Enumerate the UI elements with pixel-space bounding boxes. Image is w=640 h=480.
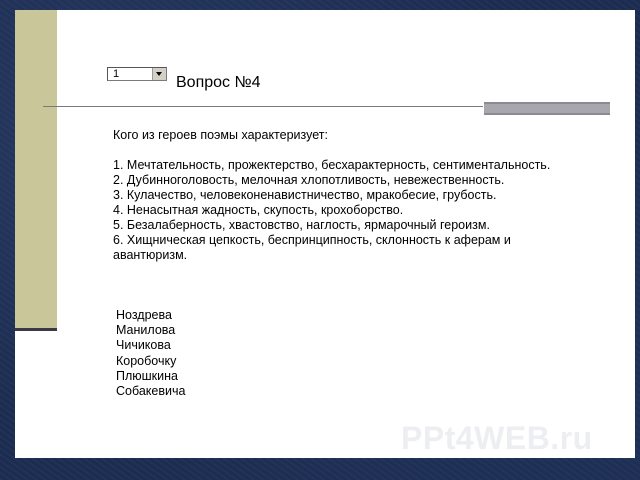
answer-options bbox=[116, 308, 185, 399]
list-item: 2. Дубинноголовость, мелочная хлопотливость, невежественность. bbox=[113, 173, 505, 187]
answer-option: Ноздрева bbox=[116, 308, 172, 322]
watermark: PPt4WEB.ru bbox=[401, 420, 593, 456]
question-prompt: Кого из героев поэмы характеризует: bbox=[113, 128, 328, 142]
list-item: 1. Мечтательность, прожектерство, бесхарактерность, сентиментальность. bbox=[113, 158, 551, 172]
title-accent-bar bbox=[484, 102, 610, 115]
traits-list bbox=[113, 158, 553, 263]
list-item: 6. Хищническая цепкость, беспринципность, склонность к аферам и авантюризм. bbox=[113, 233, 511, 262]
title-divider bbox=[43, 106, 483, 107]
sidebar-accent bbox=[15, 10, 57, 328]
answer-option: Плюшкина bbox=[116, 368, 178, 383]
answer-option: Чичикова bbox=[116, 338, 171, 353]
question-number-combobox[interactable] bbox=[107, 67, 167, 81]
answer-option: Манилова bbox=[116, 323, 176, 338]
slide-title: Вопрос №4 bbox=[176, 74, 261, 91]
answer-option: Коробочку bbox=[116, 353, 177, 368]
sidebar-divider bbox=[15, 328, 57, 331]
chevron-down-icon[interactable] bbox=[152, 68, 166, 80]
list-item: 5. Безалаберность, хвастовство, наглость, ярмарочный героизм. bbox=[113, 218, 490, 232]
list-item: 4. Ненасытная жадность, скупость, крохоборство. bbox=[113, 203, 404, 217]
answer-option: Собакевича bbox=[116, 384, 186, 399]
list-item: 3. Кулачество, человеконенавистничество, мракобесие, грубость. bbox=[113, 188, 497, 202]
slide bbox=[15, 10, 635, 458]
combobox-value: 1 bbox=[113, 68, 120, 80]
